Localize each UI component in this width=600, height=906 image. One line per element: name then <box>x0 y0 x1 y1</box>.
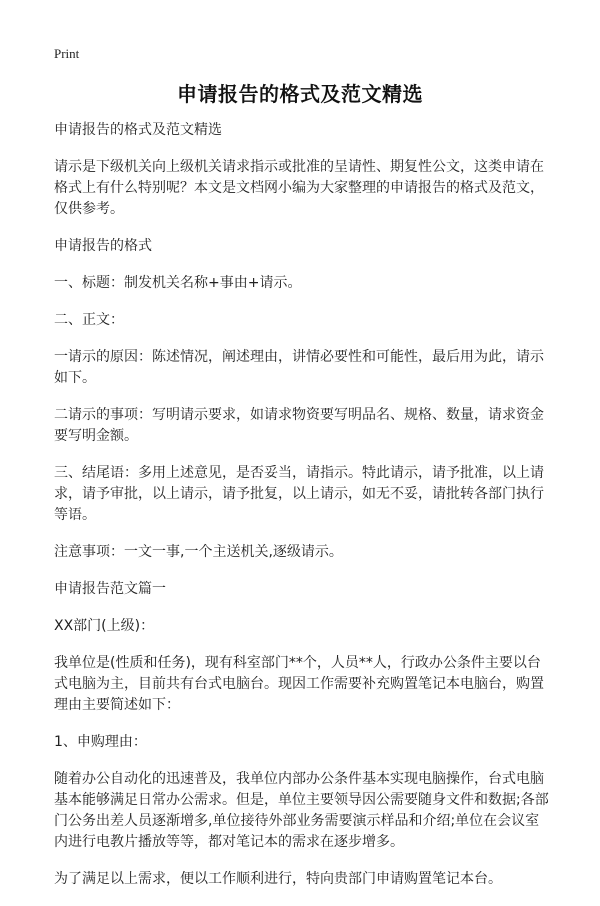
paragraph: 1、申购理由： <box>54 734 147 750</box>
document-title: 申请报告的格式及范文精选 <box>177 82 423 106</box>
paragraph: 申请报告范文篇一 <box>54 581 166 597</box>
paragraph: 二、正文： <box>54 312 124 328</box>
paragraph: 一、标题：制发机关名称+事由+请示。 <box>54 275 302 291</box>
document-body <box>54 120 550 906</box>
paragraph: 三、结尾语：多用上述意见，是否妥当，请指示。特此请示，请予批准，以上请求，请予审批，以上请示，请予批复，以上请示，如无不妥，请批转各部门执行等语。 <box>54 465 544 523</box>
print-label: Print <box>54 46 80 61</box>
paragraph: 我单位是(性质和任务)，现有科室部门**个，人员**人，行政办公条件主要以台式电脑为主，目前共有台式电脑台。现因工作需要补充购置笔记本电脑台，购置理由主要简述如下： <box>54 655 544 713</box>
paragraph: 为了满足以上需求，便以工作顺利进行，特向贵部门申请购置笔记本台。 <box>54 871 502 887</box>
paragraph: 随着办公自动化的迅速普及，我单位内部办公条件基本实现电脑操作，台式电脑基本能够满足日常办公需求。但是，单位主要领导因公需要随身文件和数据;各部门公务出差人员逐渐增多,单位接待外部业务需要演示样品和介绍;单位在会议室内进行电教片播放等等，都对笔记本的需求在逐步增多。 <box>54 771 549 850</box>
paragraph: 一请示的原因：陈述情况，阐述理由，讲情必要性和可能性，最后用为此，请示如下。 <box>54 349 544 386</box>
paragraph: 申请报告的格式 <box>54 238 152 254</box>
paragraph: XX部门(上级)： <box>54 618 155 634</box>
paragraph: 请示是下级机关向上级机关请求指示或批准的呈请性、期复性公文，这类申请在格式上有什么特别呢？本文是文档网小编为大家整理的申请报告的格式及范文，仅供参考。 <box>54 159 544 217</box>
paragraph: 二请示的事项：写明请示要求，如请求物资要写明品名、规格、数量，请求资金要写明金额。 <box>54 407 544 444</box>
paragraph: 注意事项：一文一事,一个主送机关,逐级请示。 <box>54 544 343 560</box>
paragraph: 申请报告的格式及范文精选 <box>54 122 222 138</box>
